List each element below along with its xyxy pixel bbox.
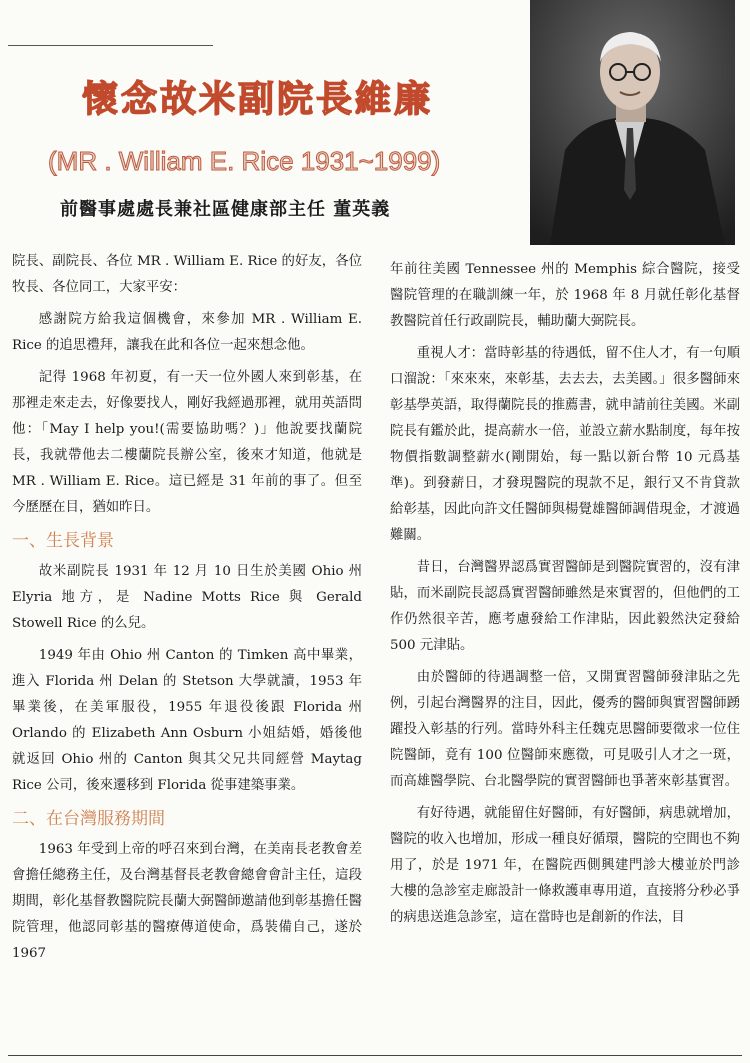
article-subtitle: (MR . William E. Rice 1931~1999)	[48, 146, 441, 176]
paragraph-thanks: 感謝院方給我這個機會，來參加 MR . William E. Rice 的追思禮拜，讓我在此和各位一起來想念他。	[12, 312, 362, 353]
section-heading-taiwan-service: 二、在台灣服務期間	[12, 809, 165, 829]
paragraph-training: 年前往美國 Tennessee 州的 Memphis 綜合醫院，接受醫院管理的在職訓練一年，於 1968 年 8 月就任彰化基督教醫院首任行政副院長，輔助蘭大弼院長。	[390, 262, 740, 329]
paragraph-first-meeting: 記得 1968 年初夏，有一天一位外國人來到彰基，在那裡走來走去，好像要找人，剛好我經過那裡，就用英語問他：「May I help you!(需要協助嗎？)」他說要找蘭院長，我就帶他去二樓蘭院長辦公室，後來才知道，他就是 MR . William E. Rice。這已經是 31 年前的事了。但至今歷歷在目，猶如昨日。	[12, 370, 362, 515]
section-heading-background: 一、生長背景	[12, 531, 114, 551]
paragraph-talent: 重視人才：當時彰基的待遇低，留不住人才，有一句順口溜說：「來來來，來彰基，去去去，去美國。」很多醫師來彰基學英語，取得蘭院長的推薦書，就申請前往美國。米副院長有鑑於此，提高薪水一倍，並設立薪水點制度，每年按物價指數調整薪水(剛開始，每一點以新台幣 10 元爲基準)。到發薪日，才發現醫院的現款不足，銀行又不肯貸款給彰基，因此向許文任醫師與楊覺雄醫師調借現金，才渡過難關。	[390, 346, 740, 543]
paragraph-birth: 故米副院長 1931 年 12 月 10 日生於美國 Ohio 州 Elyria 地方，是 Nadine Motts Rice 與 Gerald Stowell Rice 的么兒。	[12, 564, 362, 631]
paragraph-expansion: 有好待遇，就能留住好醫師，有好醫師，病患就增加，醫院的收入也增加，形成一種良好循環，醫院的空間也不夠用了，於是 1971 年，在醫院西側興建門診大樓並於門診大樓的急診室走廊設計一條救護車專用道，直接將分秒必爭的病患送進急診室，這在當時也是創新的作法，目	[390, 806, 740, 925]
bottom-rule	[8, 1055, 742, 1056]
right-column	[390, 257, 740, 1057]
article-author: 前醫事處處長兼社區健康部主任 董英義	[60, 199, 391, 220]
portrait-photo-icon	[530, 0, 735, 245]
paragraph-education: 1949 年由 Ohio 州 Canton 的 Timken 高中畢業，進入 Florida 州 Delan 的 Stetson 大學就讀，1953 年畢業後，在美軍服役，1955 年退役後跟 Florida 州 Orlando 的 Elizabeth Ann Osburn 小姐結婚，婚後他就返回 Ohio 州的 Canton 與其父兄共同經營 Maytag Rice 公司，後來遷移到 Florida 從事建築事業。	[12, 648, 362, 793]
portrait-photo	[530, 0, 735, 245]
article-title: 懷念故米副院長維廉	[82, 79, 434, 120]
paragraph-interns: 昔日，台灣醫界認爲實習醫師是到醫院實習的，沒有津貼，而米副院長認爲實習醫師雖然是來實習的，但他們的工作仍然很辛苦，應考慮發給工作津貼，因此毅然決定發給 500 元津貼。	[390, 560, 740, 653]
top-rule	[8, 45, 213, 46]
paragraph-calling: 1963 年受到上帝的呼召來到台灣，在美南長老教會差會擔任總務主任，及台灣基督長老教會總會會計主任，這段期間，彰化基督教醫院院長蘭大弼醫師邀請他到彰基擔任醫院管理，他認同彰基的醫療傳道使命，爲裝備自己，遂於 1967	[12, 842, 362, 961]
paragraph-greeting: 院長、副院長、各位 MR . William E. Rice 的好友，各位牧長、各位同工，大家平安：	[12, 254, 362, 295]
paragraph-recruitment: 由於醫師的待遇調整一倍，又開實習醫師發津貼之先例，引起台灣醫界的注目，因此，優秀的醫師與實習醫師踴躍投入彰基的行列。當時外科主任魏克思醫師要徵求一位住院醫師，竟有 100 位醫師來應徵，可見吸引人才之一斑，而高雄醫學院、台北醫學院的實習醫師也爭著來彰基實習。	[390, 670, 740, 789]
left-column	[12, 249, 362, 1059]
